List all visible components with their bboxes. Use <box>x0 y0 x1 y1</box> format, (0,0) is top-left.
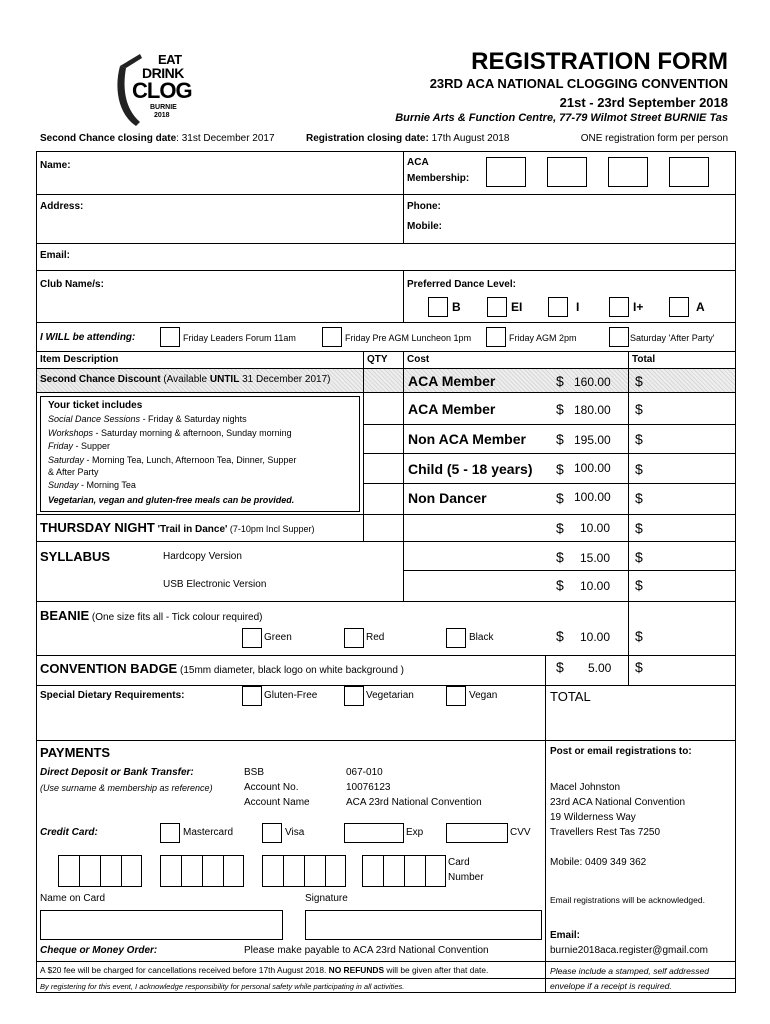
post-line-4: Travellers Rest Tas 7250 <box>550 827 661 838</box>
price-non-aca-amount: 195.00 <box>574 433 611 447</box>
cancellation-note: A $20 fee will be charged for cancellations received before 17th August 2018. NO REFUNDS will be given after that date. <box>40 965 489 975</box>
venue: Burnie Arts & Function Centre, 77-79 Wilmot Street BURNIE Tas <box>395 112 728 124</box>
one-form-note: ONE registration form per person <box>580 133 728 144</box>
after-party-label: Saturday 'After Party' <box>630 333 715 343</box>
agm-label: Friday AGM 2pm <box>509 333 577 343</box>
beanie-green-label: Green <box>264 632 292 643</box>
second-chance-label: Second Chance Discount (Available UNTIL 31 December 2017) <box>40 374 331 385</box>
after-party-checkbox[interactable] <box>609 327 629 347</box>
total-dollar: $ <box>635 373 643 389</box>
bsb-label: BSB <box>244 767 265 778</box>
price-non-aca-label: Non ACA Member <box>408 431 526 447</box>
leaders-forum-checkbox[interactable] <box>160 327 180 347</box>
aca-label: ACA <box>407 157 429 168</box>
visa-label: Visa <box>285 827 305 838</box>
total-header: Total <box>632 354 656 365</box>
cheque-label: Cheque or Money Order: <box>40 945 158 956</box>
level-iplus-label: I+ <box>633 300 644 314</box>
signature-input[interactable] <box>305 910 542 940</box>
vegan-label: Vegan <box>469 690 498 701</box>
cvv-input[interactable] <box>446 823 508 843</box>
logo-drink: DRINK <box>142 65 184 81</box>
beanie-red-label: Red <box>366 632 385 643</box>
total-dollar: $ <box>635 401 643 417</box>
convention-name: 23RD ACA NATIONAL CLOGGING CONVENTION <box>429 76 728 91</box>
include-meals: Vegetarian, vegan and gluten-free meals can be provided. <box>48 495 295 505</box>
dollar-sign: $ <box>556 577 564 593</box>
convention-dates: 21st - 23rd September 2018 <box>559 95 728 110</box>
dollar-sign: $ <box>556 490 564 506</box>
number-label: Number <box>448 872 484 883</box>
thursday-amount: 10.00 <box>580 521 611 535</box>
include-social: Social Dance Sessions - Friday & Saturday nights <box>48 414 247 424</box>
mobile-label: Mobile: <box>407 221 442 232</box>
level-i-label: I <box>576 300 580 314</box>
second-chance-closing: Second Chance closing date: 31st December 2017 <box>40 133 275 144</box>
level-a-checkbox[interactable] <box>669 297 689 317</box>
agm-luncheon-label: Friday Pre AGM Luncheon 1pm <box>345 333 472 343</box>
include-after-party: & After Party <box>48 467 99 477</box>
membership-box-1[interactable] <box>486 157 526 187</box>
badge-label: CONVENTION BADGE (15mm diameter, black logo on white background ) <box>40 661 405 676</box>
include-saturday: Saturday - Morning Tea, Lunch, Afternoon Tea, Dinner, Supper <box>48 455 297 465</box>
include-workshops: Workshops - Saturday morning & afternoon, Sunday morning <box>48 428 292 438</box>
vegan-checkbox[interactable] <box>446 686 466 706</box>
payments-title: PAYMENTS <box>40 745 111 760</box>
card-label: Card <box>448 857 470 868</box>
visa-checkbox[interactable] <box>262 823 282 843</box>
expiry-input[interactable] <box>344 823 404 843</box>
dance-level-label: Preferred Dance Level: <box>407 279 516 290</box>
total-dollar: $ <box>635 659 643 675</box>
post-line-1: Macel Johnston <box>550 782 621 793</box>
account-name-label: Account Name <box>244 797 310 808</box>
agm-luncheon-checkbox[interactable] <box>322 327 342 347</box>
receipt-note-2: envelope if a receipt is required. <box>550 981 672 991</box>
beanie-black-label: Black <box>469 632 494 643</box>
qty-header: QTY <box>367 354 388 365</box>
price-aca-second-amount: 160.00 <box>574 375 611 389</box>
total-dollar: $ <box>635 520 643 536</box>
membership-box-4[interactable] <box>669 157 709 187</box>
name-on-card-label: Name on Card <box>40 893 106 904</box>
item-description-header: Item Description <box>40 354 119 365</box>
include-sunday: Sunday - Morning Tea <box>48 480 136 490</box>
attending-label: I WILL be attending: <box>40 332 136 343</box>
price-aca-label: ACA Member <box>408 401 496 417</box>
logo-clog: CLOG <box>132 78 192 103</box>
level-b-label: B <box>452 300 461 314</box>
vegetarian-checkbox[interactable] <box>344 686 364 706</box>
aca-membership-label: Membership: <box>407 173 470 184</box>
responsibility-note: By registering for this event, I acknowledge responsibility for personal safety while participating in all activities. <box>40 982 405 991</box>
post-mobile: Mobile: 0409 349 362 <box>550 857 647 868</box>
cheque-note: Please make payable to ACA 23rd National Convention <box>244 945 489 956</box>
beanie-label: BEANIE (One size fits all - Tick colour required) <box>40 608 263 623</box>
level-ei-checkbox[interactable] <box>487 297 507 317</box>
level-i-checkbox[interactable] <box>548 297 568 317</box>
post-email-label: Email: <box>550 930 581 941</box>
signature-label: Signature <box>305 893 348 904</box>
dietary-label: Special Dietary Requirements: <box>40 690 185 701</box>
membership-box-2[interactable] <box>547 157 587 187</box>
receipt-note-1: Please include a stamped, self addressed <box>550 966 710 976</box>
include-friday: Friday - Supper <box>48 441 111 451</box>
account-no-value: 10076123 <box>346 782 391 793</box>
total-dollar: $ <box>635 461 643 477</box>
beanie-green-checkbox[interactable] <box>242 628 262 648</box>
registration-closing: Registration closing date: 17th August 2018 <box>306 133 510 144</box>
dollar-sign: $ <box>556 461 564 477</box>
hardcopy-amount: 15.00 <box>580 551 611 565</box>
gluten-free-label: Gluten-Free <box>264 690 318 701</box>
logo-burnie: BURNIE <box>150 104 177 111</box>
post-title: Post or email registrations to: <box>550 746 692 757</box>
beanie-amount: 10.00 <box>580 630 611 644</box>
badge-amount: 5.00 <box>588 661 612 675</box>
email-ack: Email registrations will be acknowledged. <box>550 895 705 905</box>
price-non-dancer-label: Non Dancer <box>408 490 487 506</box>
price-child-label: Child (5 - 18 years) <box>408 461 533 477</box>
name-label: Name: <box>40 160 71 171</box>
beanie-black-checkbox[interactable] <box>446 628 466 648</box>
dollar-sign: $ <box>556 520 564 536</box>
dollar-sign: $ <box>556 431 564 447</box>
mastercard-label: Mastercard <box>183 827 234 838</box>
address-label: Address: <box>40 201 84 212</box>
usb-amount: 10.00 <box>580 579 611 593</box>
dollar-sign: $ <box>556 373 564 389</box>
post-email-value: burnie2018aca.register@gmail.com <box>550 945 709 956</box>
email-label: Email: <box>40 250 71 261</box>
direct-deposit-label: Direct Deposit or Bank Transfer: <box>40 767 194 778</box>
account-no-label: Account No. <box>244 782 299 793</box>
post-line-3: 19 Wilderness Way <box>550 812 636 823</box>
total-dollar: $ <box>635 628 643 644</box>
dollar-sign: $ <box>556 628 564 644</box>
price-aca-amount: 180.00 <box>574 403 611 417</box>
level-iplus-checkbox[interactable] <box>609 297 629 317</box>
cost-header: Cost <box>407 354 430 365</box>
level-a-label: A <box>696 300 705 314</box>
price-non-dancer-amount: 100.00 <box>574 490 611 504</box>
logo-year: 2018 <box>154 112 170 119</box>
cvv-label: CVV <box>510 827 531 838</box>
name-on-card-input[interactable] <box>40 910 283 940</box>
dollar-sign: $ <box>556 401 564 417</box>
usb-label: USB Electronic Version <box>163 579 267 590</box>
hardcopy-label: Hardcopy Version <box>163 551 242 562</box>
total-dollar: $ <box>635 577 643 593</box>
level-b-checkbox[interactable] <box>428 297 448 317</box>
total-dollar: $ <box>635 490 643 506</box>
membership-box-3[interactable] <box>608 157 648 187</box>
dollar-sign: $ <box>556 549 564 565</box>
beanie-red-checkbox[interactable] <box>344 628 364 648</box>
thursday-night-label: THURSDAY NIGHT 'Trail in Dance' (7-10pm Incl Supper) <box>40 520 315 535</box>
total-dollar: $ <box>635 431 643 447</box>
post-line-2: 23rd ACA National Convention <box>550 797 686 808</box>
club-label: Club Name/s: <box>40 279 104 290</box>
price-child-amount: 100.00 <box>574 461 611 475</box>
direct-deposit-note: (Use surname & membership as reference) <box>40 783 213 793</box>
logo-eat: EAT <box>158 52 182 67</box>
syllabus-label: SYLLABUS <box>40 549 111 564</box>
price-aca-second-label: ACA Member <box>408 373 496 389</box>
exp-label: Exp <box>406 827 424 838</box>
agm-checkbox[interactable] <box>486 327 506 347</box>
dollar-sign: $ <box>556 659 564 675</box>
total-dollar: $ <box>635 549 643 565</box>
mastercard-checkbox[interactable] <box>160 823 180 843</box>
page-title: REGISTRATION FORM <box>471 48 728 75</box>
includes-title: Your ticket includes <box>48 400 143 411</box>
leaders-forum-label: Friday Leaders Forum 11am <box>183 333 296 343</box>
bsb-value: 067-010 <box>346 767 383 778</box>
logo <box>112 48 194 128</box>
phone-label: Phone: <box>407 201 441 212</box>
account-name-value: ACA 23rd National Convention <box>346 797 482 808</box>
gluten-free-checkbox[interactable] <box>242 686 262 706</box>
credit-card-label: Credit Card: <box>40 827 98 838</box>
level-ei-label: EI <box>511 300 523 314</box>
grand-total-label: TOTAL <box>550 689 591 704</box>
vegetarian-label: Vegetarian <box>366 690 414 701</box>
